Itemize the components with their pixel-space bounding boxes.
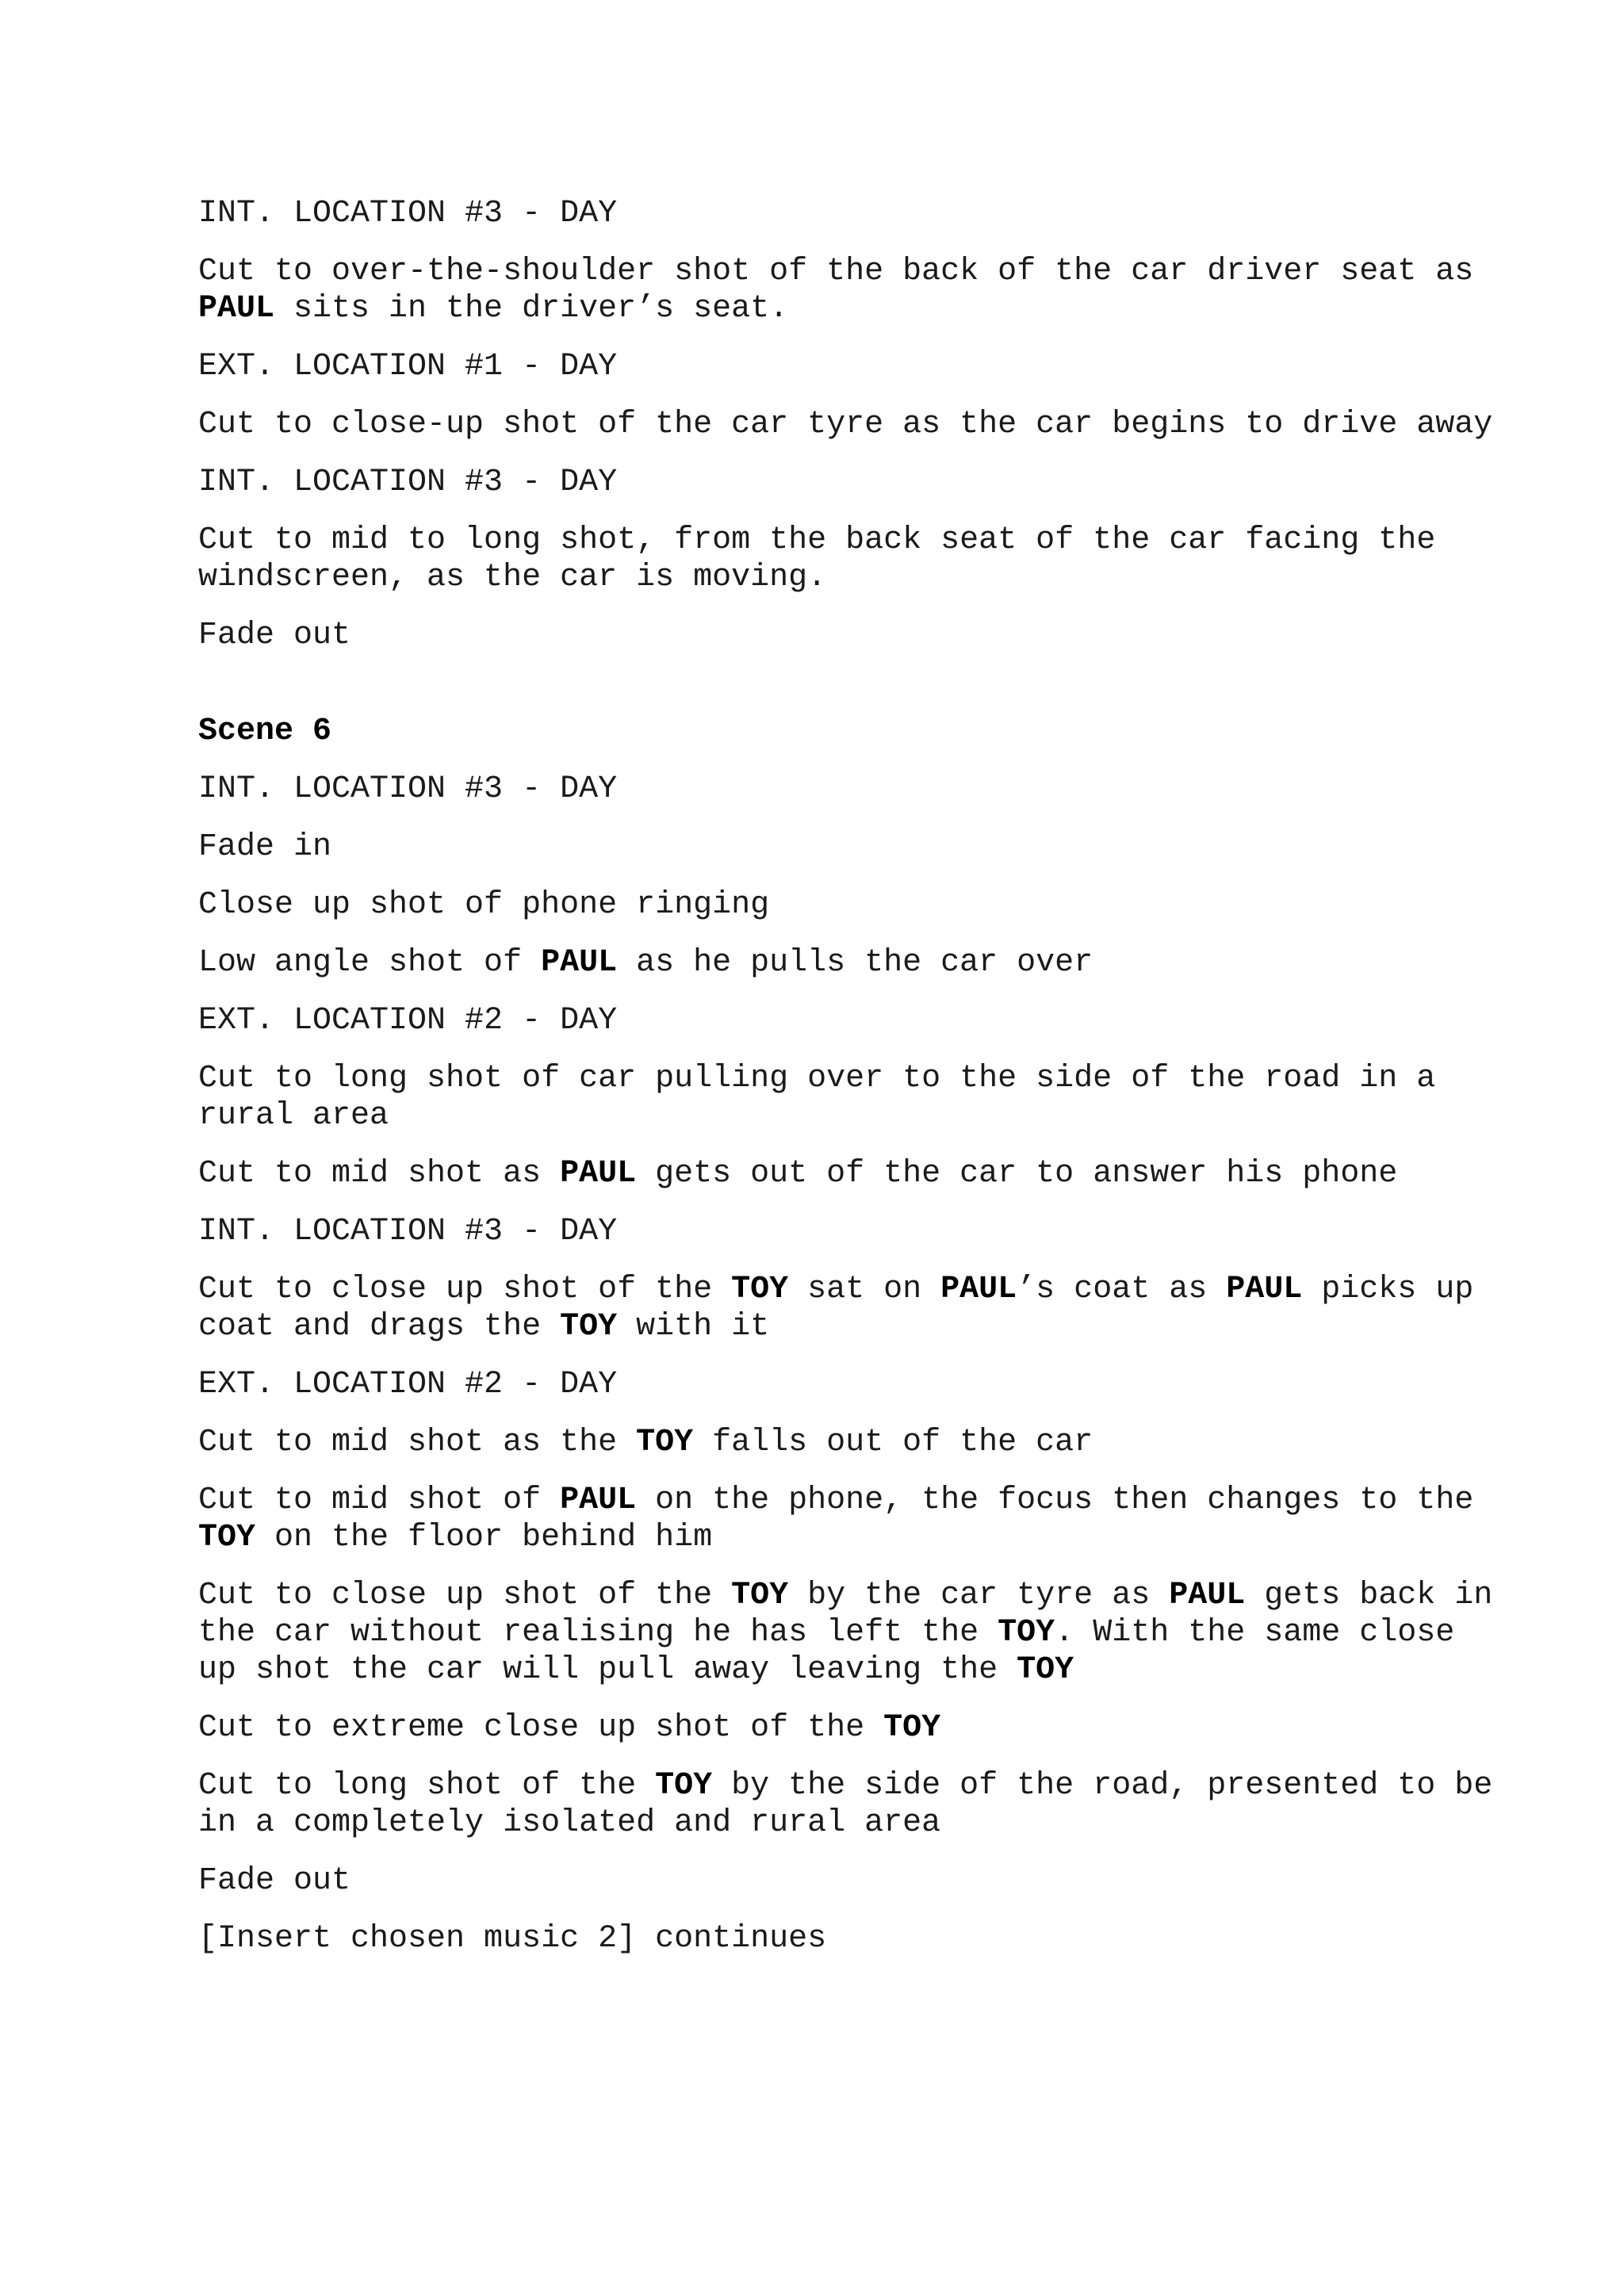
transition-line (198, 1862, 1499, 1900)
text-run: by the side of the road, presented to be in a completely isolated and rural area (198, 1768, 1512, 1841)
text-run: Cut to mid shot as (198, 1156, 561, 1192)
character-name: TOY (1017, 1652, 1074, 1688)
text-run: INT. LOCATION #3 - DAY (198, 196, 618, 232)
transition-line (198, 617, 1499, 654)
text-run: on the phone, the focus then changes to the (636, 1483, 1493, 1518)
text-run: EXT. LOCATION #2 - DAY (198, 1367, 618, 1402)
text-run: EXT. LOCATION #2 - DAY (198, 1003, 618, 1039)
scene-heading (198, 464, 1499, 501)
text-run: on the floor behind him (255, 1520, 713, 1556)
action-line (198, 1767, 1512, 1842)
text-run: Cut to mid to long shot, from the back seat of the car facing the windscreen, as the car is moving. (198, 522, 1455, 595)
text-run: EXT. LOCATION #1 - DAY (198, 349, 618, 385)
text-run: . With the same close up shot the car will pull away leaving the (198, 1615, 1474, 1688)
text-run: Cut to extreme close up shot of the (198, 1710, 884, 1746)
text-run: picks up coat and drags the (198, 1272, 1493, 1345)
text-run: [Insert chosen music 2] continues (198, 1921, 827, 1957)
character-name: TOY (998, 1615, 1055, 1651)
text-run: Cut to over-the-shoulder shot of the back of the car driver seat as (198, 254, 1493, 289)
character-name: TOY (731, 1578, 789, 1613)
scene-heading (198, 348, 1499, 385)
action-line (198, 1271, 1499, 1345)
text-run: INT. LOCATION #3 - DAY (198, 1214, 618, 1249)
character-name: TOY (636, 1425, 694, 1460)
text-run: Cut to mid shot as the (198, 1425, 637, 1460)
text-run: Fade in (198, 829, 332, 865)
character-name: TOY (883, 1710, 941, 1746)
text-run: Cut to close up shot of the (198, 1272, 732, 1307)
transition-line (198, 828, 1499, 866)
character-name: Scene 6 (198, 714, 332, 749)
character-name: PAUL (940, 1272, 1017, 1307)
action-line (198, 253, 1499, 327)
scene-heading (198, 771, 1499, 808)
character-name: TOY (655, 1768, 713, 1804)
text-run: falls out of the car (693, 1425, 1094, 1460)
action-line (198, 1920, 1499, 1957)
character-name: PAUL (1169, 1578, 1246, 1613)
scene-heading (198, 1366, 1499, 1403)
script-page (198, 195, 1512, 1978)
text-run: by the car tyre as (788, 1578, 1170, 1613)
text-run: ’s coat as (1017, 1272, 1227, 1307)
text-run: INT. LOCATION #3 - DAY (198, 771, 618, 807)
text-run: with it (617, 1309, 770, 1345)
text-run: Fade out (198, 618, 351, 653)
scene-heading (198, 1002, 1499, 1039)
text-run: gets out of the car to answer his phone (636, 1156, 1398, 1192)
character-name: PAUL (560, 1483, 637, 1518)
action-line (198, 1155, 1499, 1192)
text-run: as he pulls the car over (617, 945, 1094, 981)
scene-heading (198, 195, 1499, 232)
scene-heading (198, 1213, 1499, 1250)
scene-title (198, 713, 1499, 750)
text-run: INT. LOCATION #3 - DAY (198, 465, 618, 500)
action-line (198, 944, 1499, 982)
text-run: Cut to mid shot of (198, 1483, 561, 1518)
character-name: PAUL (1226, 1272, 1303, 1307)
action-line (198, 1424, 1499, 1461)
text-run: Cut to close-up shot of the car tyre as the car begins to drive away (198, 407, 1493, 442)
action-line (198, 1577, 1512, 1689)
action-line (198, 1482, 1499, 1556)
character-name: PAUL (560, 1156, 637, 1192)
text-run: Fade out (198, 1863, 351, 1899)
text-run: Cut to close up shot of the (198, 1578, 732, 1613)
action-line (198, 522, 1499, 596)
character-name: PAUL (541, 945, 618, 981)
character-name: TOY (198, 1520, 256, 1556)
text-run: sat on (788, 1272, 941, 1307)
character-name: TOY (731, 1272, 789, 1307)
text-run: Cut to long shot of car pulling over to the side of the road in a rural area (198, 1061, 1455, 1134)
text-run: Low angle shot of (198, 945, 542, 981)
scene-break (198, 675, 1499, 713)
text-run: sits in the driver’s seat. (274, 291, 789, 327)
action-line (198, 1060, 1499, 1135)
action-line (198, 886, 1499, 924)
text-run: Close up shot of phone ringing (198, 887, 770, 923)
action-line (198, 406, 1499, 443)
text-run: Cut to long shot of the (198, 1768, 656, 1804)
action-line (198, 1709, 1499, 1747)
character-name: TOY (560, 1309, 618, 1345)
text-run: gets back in the car without realising he has left the (198, 1578, 1512, 1651)
character-name: PAUL (198, 291, 275, 327)
